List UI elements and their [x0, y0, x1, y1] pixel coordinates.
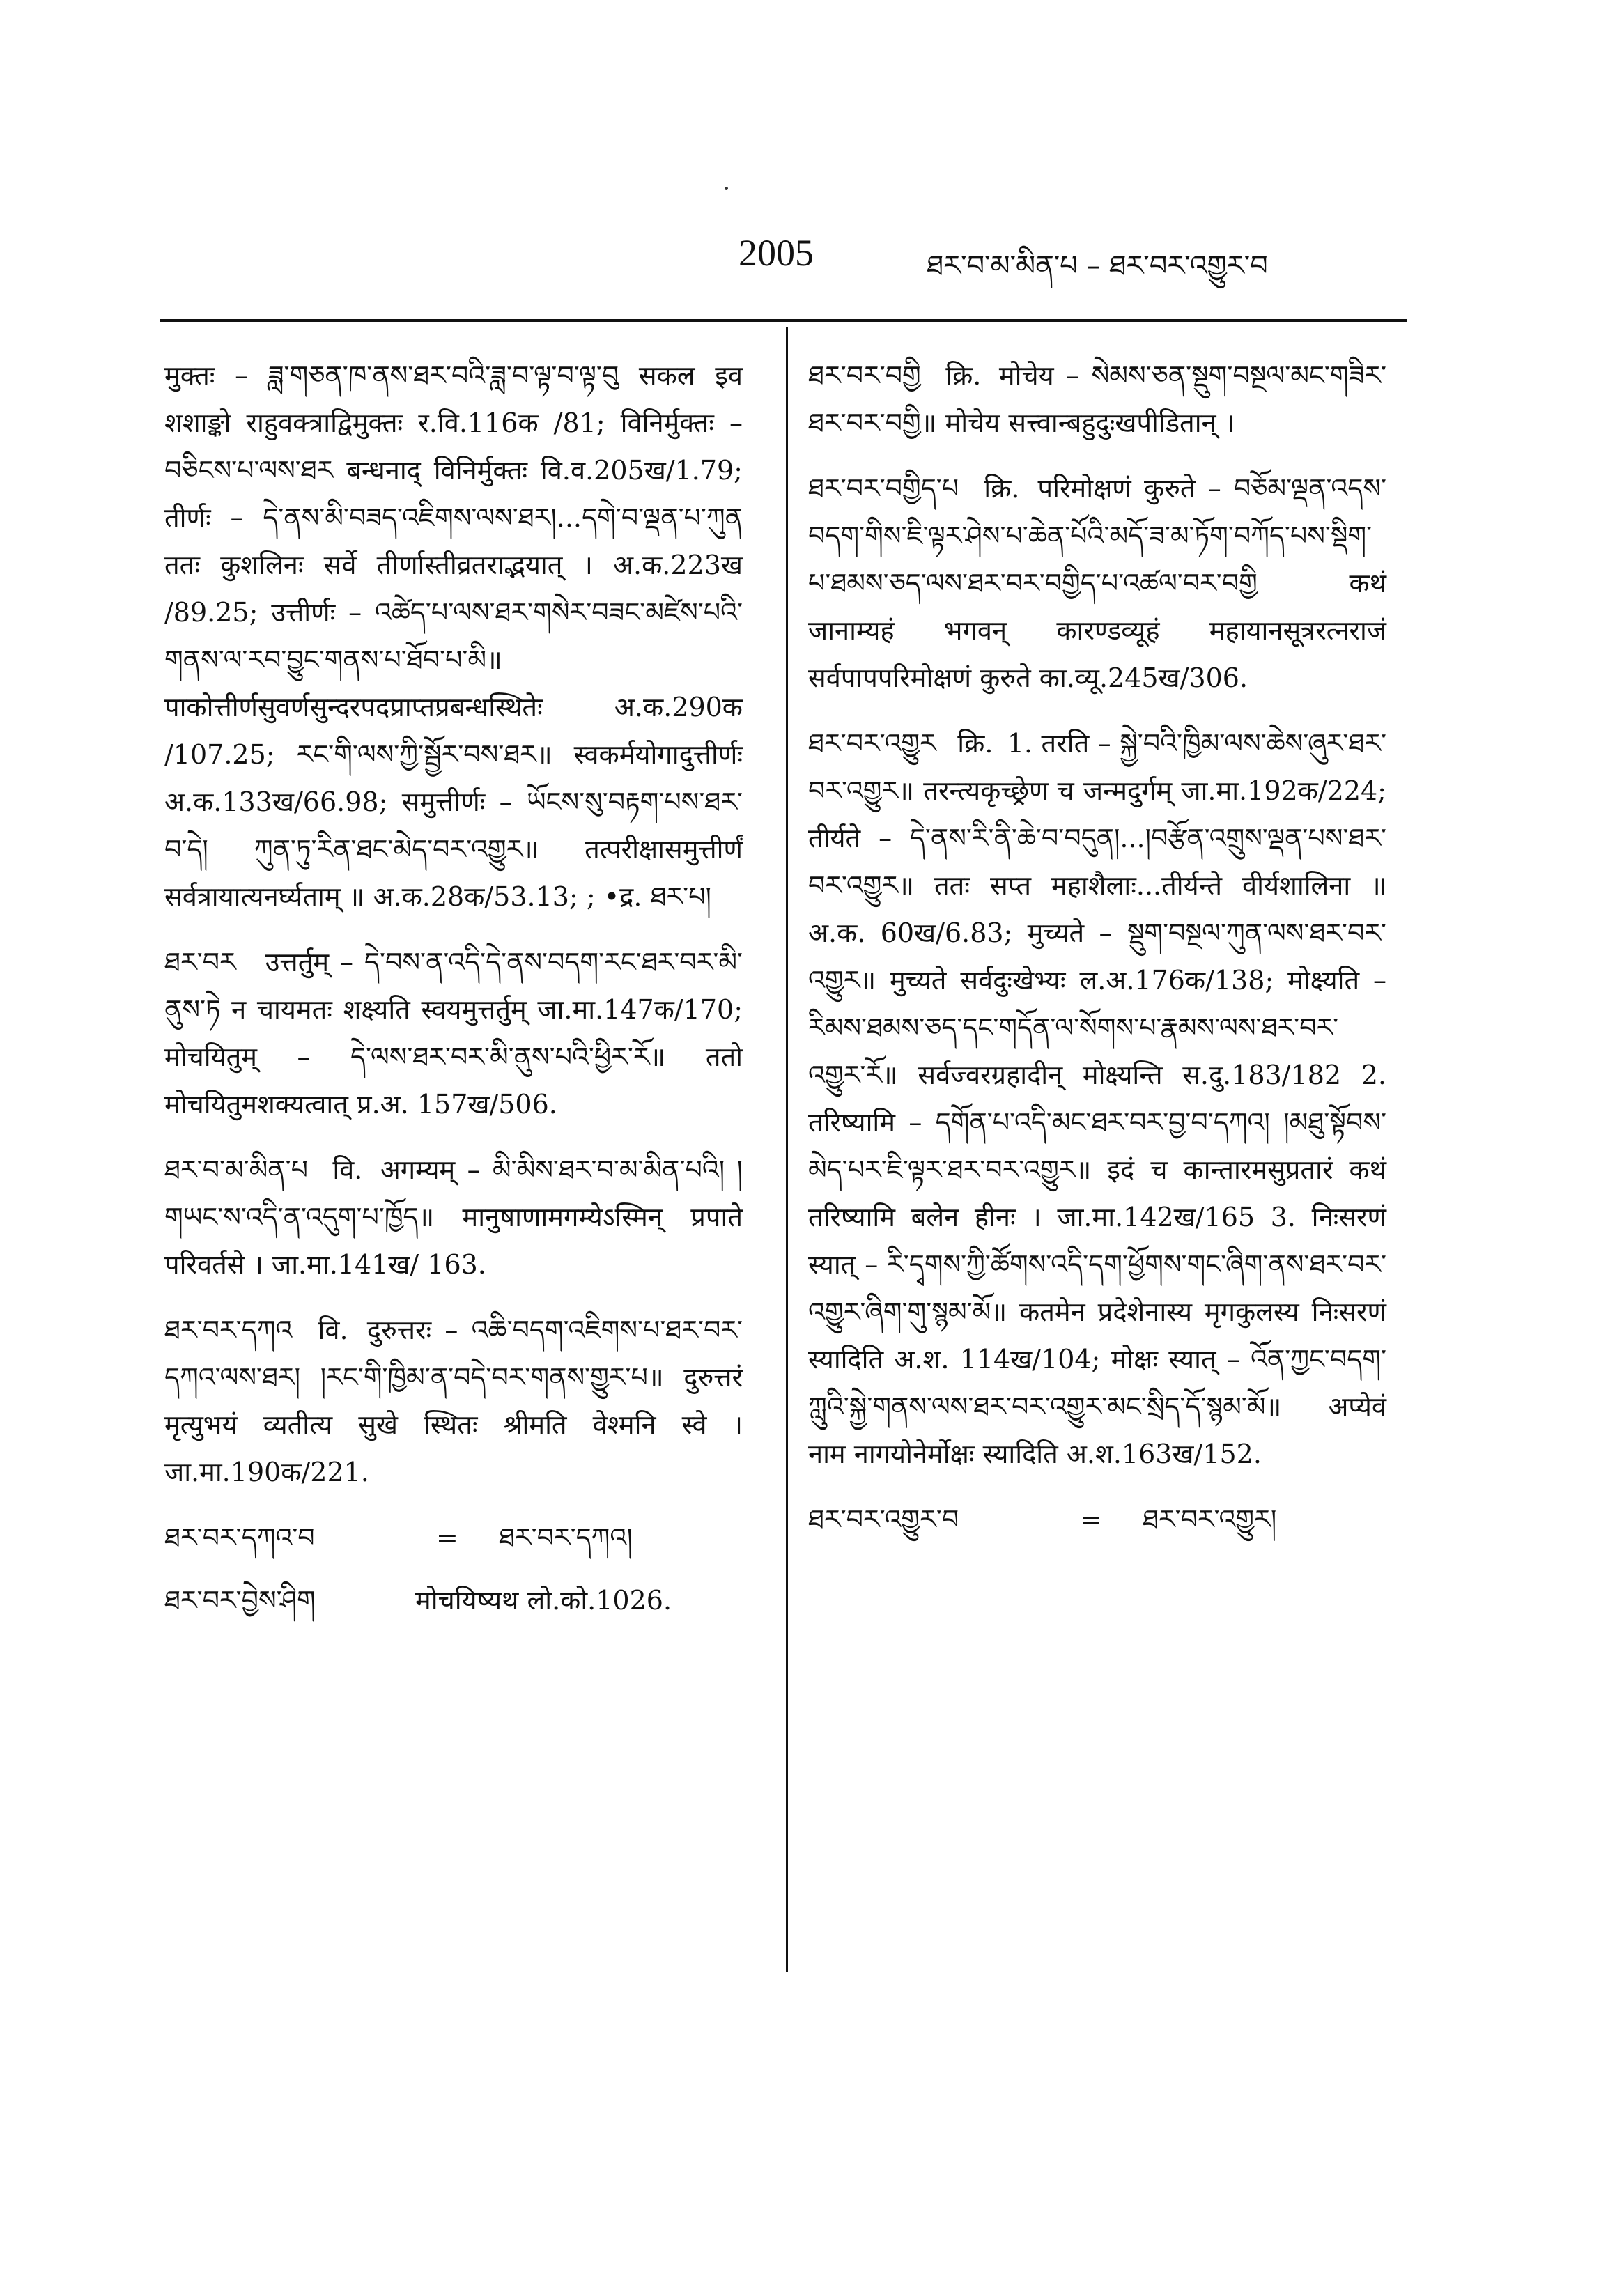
- dictionary-entry: [808, 720, 1386, 1478]
- entry-text: मोचेय – སེམས་ཅན་སྡུག་བསྔལ་མང་གཟིར་ཐར་བར་བགྱི॥ मोचेय सत्त्वान्बहुदुःखपीडितान् ।: [808, 360, 1386, 438]
- left-column: [164, 352, 743, 1639]
- entry-text: मुक्तः – ཟླ་གཅན་ཁ་ནས་ཐར་བའི་ཟླ་བ་ལྟ་བ་ལྟ་བུ सकल इव शशाङ्को राहुवक्त्राद्विमुक्तः र.वि.116क /81; विनिर्मुक्तः – བཅིངས་པ་ལས་ཐར बन्धनाद् विनिर्मुक्तः वि.व.205ख/1.79; तीर्णः – དེ་ནས་མི་བཟད་འཇིགས་ལས་ཐར།...དགེ་བ་ལྡན་པ་ཀུན ततः कुशलिनः सर्वे तीर्णास्तीव्रतराद्भयात् । अ.क.223ख /89.25; उत्तीर्णः – འཚེད་པ་ལས་ཐར་གསེར་བཟང་མཛེས་པའི་གནས་ལ་རབ་བྱུང་གནས་པ་ཐོབ་པ་མི॥ पाकोत्तीर्णसुवर्णसुन्दरपदप्राप्तप्रबन्धस्थितेः अ.क.290क /107.25; རང་གི་ལས་ཀྱི་སྦྱོར་བས་ཐར॥ स्वकर्मयोगादुत्तीर्णः अ.क.133ख/66.98; समुत्तीर्णः – ཡོངས་སུ་བརྟག་པས་ཐར་བ་དེ། ཀུན་ཏུ་རིན་ཐང་མེད་བར་འགྱུར॥ तत्परीक्षासमुत्तीर्णं सर्वत्रायात्यनर्घ्यताम् ॥ अ.क.28क/53.13; ; •द्र. ཐར་པ།: [164, 360, 743, 912]
- entry-grammar: क्रि.: [945, 360, 982, 391]
- xref-equals: =: [1080, 1504, 1102, 1535]
- dictionary-entry: [808, 352, 1386, 447]
- ink-dot: [725, 187, 728, 190]
- header-rule: [160, 319, 1407, 322]
- dictionary-entry: [808, 465, 1386, 702]
- xref-target: ཐར་བར་དཀའ།: [499, 1522, 633, 1553]
- dictionary-entry: [164, 1146, 743, 1288]
- xref-headword: ཐར་བར་བྱེས་ཤིག: [164, 1585, 316, 1616]
- entry-text: परिमोक्षणं कुरुते – བཅོམ་ལྡན་འདས་བདག་གིས་ཇི་ལྟར་ཤེས་པ་ཆེན་པོའི་མདོ་ཟ་མ་ཏོག་བཀོད་པས་སྡིག་པ་ཐམས་ཅད་ལས་ཐར་བར་བགྱིད་པ་འཚལ་བར་བགྱི कथं जानाम्यहं भगवन् कारण्डव्यूहं महायानसूत्ररत्नराजं सर्वपापपरिमोक्षणं कुरुते का.व्यू.245ख/306.: [808, 473, 1386, 693]
- entry-headword: ཐར་བར་འགྱུར: [808, 728, 936, 759]
- entry-text: उत्तर्तुम् – དེ་བས་ན་འདི་དེ་ནས་བདག་རང་ཐར་བར་མི་ནུས་ཏེ न चायमतः शक्ष्यति स्वयमुत्तर्तुम् जा.मा.147क/170; मोचयितुम् – དེ་ལས་ཐར་བར་མི་ནུས་པའི་ཕྱིར་རོ॥ ततो मोचयितुमशक्यत्वात् प्र.अ. 157ख/506.: [164, 947, 743, 1120]
- column-divider: [786, 327, 788, 1972]
- entry-grammar: वि.: [332, 1154, 363, 1185]
- xref-headword: ཐར་བར་འགྱུར་བ: [808, 1504, 959, 1535]
- cross-reference: [164, 1577, 743, 1624]
- xref-target: ཐར་བར་འགྱུར།: [1143, 1504, 1277, 1535]
- dictionary-entry: [164, 938, 743, 1128]
- cross-reference: [808, 1496, 1386, 1543]
- entry-headword: ཐར་བར: [164, 947, 236, 977]
- xref-target: मोचयिष्यथ लो.को.1026.: [415, 1585, 672, 1616]
- dictionary-entry: [164, 1306, 743, 1496]
- dictionary-entry: [164, 352, 743, 920]
- cross-reference: [164, 1514, 743, 1561]
- entry-headword: ཐར་བར་བགྱི: [808, 360, 921, 391]
- xref-headword: ཐར་བར་དཀའ་བ: [164, 1522, 315, 1553]
- entry-grammar: क्रि.: [957, 728, 993, 759]
- running-head: ཐར་བ་མ་མིན་པ – ཐར་བར་འགྱུར་བ: [927, 250, 1268, 282]
- right-column: [808, 352, 1386, 1558]
- entry-text: दुरुत्तरः – འཆི་བདག་འཇིགས་པ་ཐར་བར་དཀའ་ལས་ཐར། །རང་གི་ཁྱིམ་ན་བདེ་བར་གནས་གྱུར་པ॥ दुरुत्तरं मृत्युभयं व्यतीत्य सुखे स्थितः श्रीमति वेश्मनि स्वे । जा.मा.190क/221.: [164, 1315, 743, 1487]
- entry-headword: ཐར་བར་བགྱིད་པ: [808, 473, 959, 504]
- entry-grammar: क्रि.: [984, 473, 1020, 504]
- entry-headword: ཐར་བར་དཀའ: [164, 1315, 293, 1345]
- entry-headword: ཐར་བ་མ་མིན་པ: [164, 1154, 308, 1185]
- xref-equals: =: [436, 1522, 458, 1553]
- page-number: 2005: [738, 232, 814, 274]
- entry-grammar: वि.: [318, 1315, 348, 1345]
- entry-text: 1. तरति – སྐྱེ་བའི་ཁྱིམ་ལས་ཆེས་ཞུར་ཐར་བར་འགྱུར॥ तरन्त्यकृच्छ्रेण च जन्मदुर्गम् जा.मा.192क/224; तीर्यते – དེ་ནས་རི་ནི་ཆེ་བ་བདུན།...།བརྩོན་འགྲུས་ལྡན་པས་ཐར་བར་འགྱུར॥ ततः सप्त महाशैलाः...तीर्यन्ते वीर्यशालिना ॥ अ.क. 60ख/6.83; मुच्यते – སྡུག་བསྔལ་ཀུན་ལས་ཐར་བར་འགྱུར॥ मुच्यते सर्वदुःखेभ्यः ल.अ.176क/138; मोक्ष्यति – རིམས་ཐམས་ཅད་དང་གདོན་ལ་སོགས་པ་རྣམས་ལས་ཐར་བར་འགྱུར་རོ॥ सर्वज्वरग्रहादीन् मोक्ष्यन्ति स.दु.183/182 2. तरिष्यामि – དགོན་པ་འདི་མང་ཐར་བར་བྱ་བ་དཀའ། །མཐུ་སྟོབས་མེད་པར་ཇི་ལྟར་ཐར་བར་འགྱུར॥ इदं च कान्तारमसुप्रतारं कथं तरिष्यामि बलेन हीनः । जा.मा.142ख/165 3. निःसरणं स्यात् – རི་དྭགས་ཀྱི་ཚོགས་འདི་དག་ཕྱོགས་གང་ཞིག་ནས་ཐར་བར་འགྱུར་ཞིག་གུ་སྙམ་མོ॥ कतमेन प्रदेशेनास्य मृगकुलस्य निःसरणं स्यादिति अ.श. 114ख/104; मोक्षः स्यात् – འོན་ཀྱང་བདག་ཀླུའི་སྐྱེ་གནས་ལས་ཐར་བར་འགྱུར་མང་སྲིད་དོ་སྙམ་མོ॥ अप्येवं नाम नागयोनेर्मोक्षः स्यादिति अ.श.163ख/152.: [808, 728, 1386, 1469]
- entry-text: अगम्यम् – མི་མིས་ཐར་བ་མ་མིན་པའི། །གཡང་ས་འདི་ན་འདུག་པ་ཁྱོད॥ मानुषाणामगम्येऽस्मिन् प्रपाते परिवर्तसे । जा.मा.141ख/ 163.: [164, 1154, 743, 1280]
